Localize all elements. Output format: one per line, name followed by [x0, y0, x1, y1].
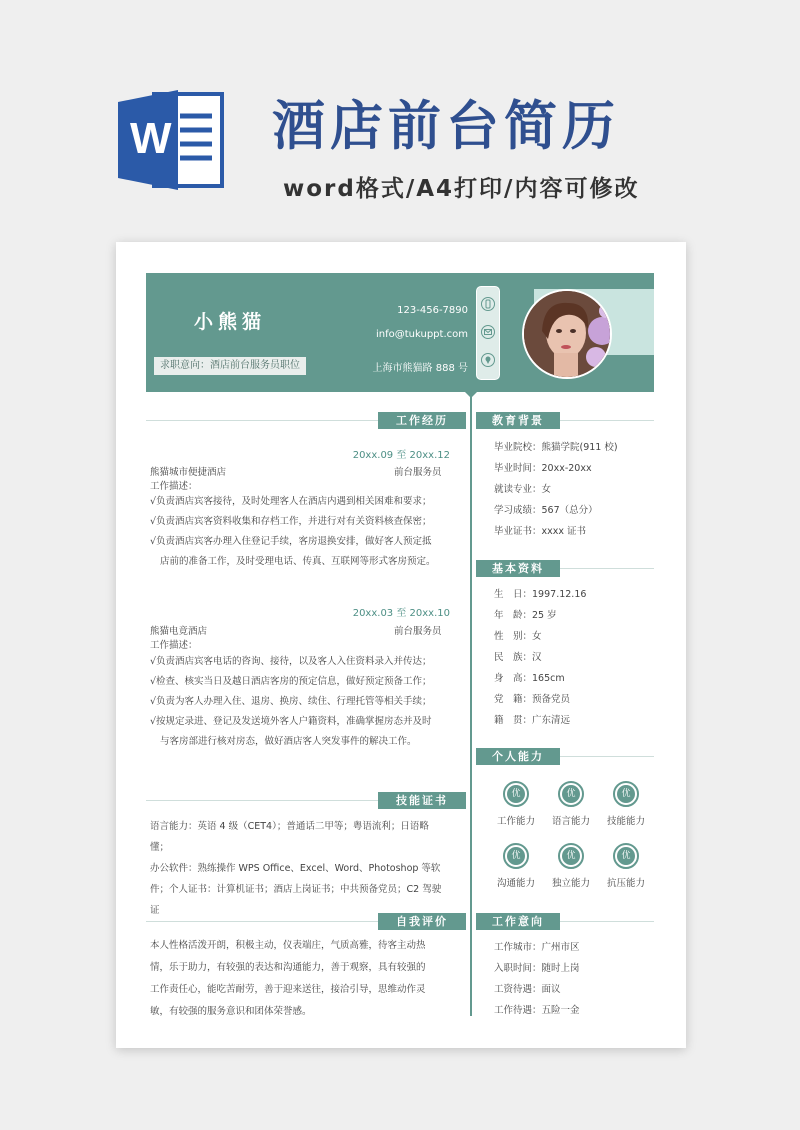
basic-row — [494, 586, 586, 600]
job-2-position: 前台服务员 — [394, 626, 442, 637]
education-row: 毕业院校：熊猫学院(911 校) — [494, 442, 618, 453]
contact-icon-bar — [476, 286, 500, 380]
ability-label: 技能能力 — [606, 816, 645, 827]
evaluation-line: 敏，有较强的服务意识和团体荣誉感。 — [150, 1006, 312, 1017]
mail-icon — [481, 325, 495, 339]
resume-header — [146, 273, 654, 392]
basic-section-title: 基本资料 — [476, 560, 560, 577]
basic-row — [494, 712, 570, 726]
job-1-desc-label: 工作描述： — [150, 481, 198, 492]
job-2-company: 熊猫电竟酒店 — [150, 626, 208, 637]
basic-label: 性 别： — [494, 631, 533, 642]
job-1-description — [150, 492, 446, 572]
ability-label: 独立能力 — [551, 878, 590, 889]
phone-icon — [481, 297, 495, 311]
word-icon — [118, 88, 226, 192]
evaluation-section-title: 自我评价 — [378, 913, 466, 930]
basic-label: 籍 贯： — [494, 715, 533, 726]
job-2-description — [150, 652, 446, 752]
ability-label: 语言能力 — [551, 816, 590, 827]
basic-label: 生 日： — [494, 589, 533, 600]
basic-value: 1997.12.16 — [532, 589, 587, 600]
basic-row — [494, 607, 557, 621]
basic-value: 汉 — [532, 652, 542, 663]
work-section-title: 工作经历 — [378, 412, 466, 429]
intention-row: 工资待遇：面议 — [494, 984, 561, 995]
ability-badge: 优 — [562, 785, 580, 803]
education-row: 学习成绩：567（总分） — [494, 505, 598, 516]
skills-line: 件；个人证书：计算机证书；酒店上岗证书；中共预备党员；C2 驾驶 — [150, 884, 442, 895]
ability-item — [596, 781, 656, 827]
email-address: info@tukuppt.com — [376, 329, 468, 340]
candidate-name: 小熊猫 — [194, 311, 267, 333]
basic-label: 身 高： — [494, 673, 533, 684]
education-section-title: 教育背景 — [476, 412, 560, 429]
education-row: 毕业时间：20xx-20xx — [494, 463, 592, 474]
ability-item — [486, 781, 546, 827]
job-1-line: √负责酒店宾客办理入住登记手续，客房退换安排，做好客人预定抵 — [150, 536, 432, 547]
ability-label: 沟通能力 — [496, 878, 535, 889]
evaluation-line: 情，乐于助力，有较强的表达和沟通能力，善于观察，具有较强的 — [150, 962, 426, 973]
abilities-section-title: 个人能力 — [476, 748, 560, 765]
basic-row — [494, 691, 570, 705]
job-1-line: 店前的准备工作，及时受理电话、传真、互联网等形式客房预定。 — [160, 556, 436, 567]
basic-row — [494, 628, 542, 642]
word-icon-letter: W — [130, 114, 172, 163]
intention-row: 工作城市：广州市区 — [494, 942, 580, 953]
ability-badge: 优 — [507, 785, 525, 803]
basic-value: 女 — [532, 631, 542, 642]
skills-section-title: 技能证书 — [378, 792, 466, 809]
ability-item — [541, 843, 601, 889]
phone-number: 123-456-7890 — [397, 305, 468, 316]
ability-badge: 优 — [562, 847, 580, 865]
intention-row: 工作待遇：五险一金 — [494, 1005, 580, 1016]
basic-value: 165cm — [532, 673, 565, 684]
education-row: 就读专业：女 — [494, 484, 552, 495]
page-subtitle: word格式/A4打印/内容可修改 — [283, 176, 640, 202]
intention-row: 入职时间：随时上岗 — [494, 963, 580, 974]
home-address: 上海市熊猫路 888 号 — [372, 363, 468, 374]
basic-row — [494, 670, 565, 684]
skills-line: 证 — [150, 905, 160, 916]
location-icon — [481, 353, 495, 367]
ability-item — [596, 843, 656, 889]
job-2-desc-label: 工作描述： — [150, 640, 198, 651]
job-objective: 求职意向：酒店前台服务员职位 — [154, 357, 306, 375]
page-title: 酒店前台简历 — [272, 96, 620, 157]
ability-label: 抗压能力 — [606, 878, 645, 889]
skills-line: 语言能力：英语 4 级（CET4）；普通话二甲等；粤语流利；日语略懂； — [150, 821, 429, 853]
job-1-line: √负责酒店宾客接待，及时处理客人在酒店内遇到相关困难和要求； — [150, 496, 432, 507]
ability-badge: 优 — [617, 785, 635, 803]
evaluation-text — [150, 935, 446, 1023]
basic-label: 年 龄： — [494, 610, 533, 621]
intention-section-title: 工作意向 — [476, 913, 560, 930]
ability-item — [541, 781, 601, 827]
skills-line: 办公软件：熟练操作 WPS Office、Excel、Word、Photoshop 等软 — [150, 863, 441, 874]
profile-photo — [522, 289, 612, 379]
ability-badge: 优 — [507, 847, 525, 865]
ability-label: 工作能力 — [496, 816, 535, 827]
skills-text — [150, 816, 446, 921]
basic-row — [494, 649, 542, 663]
ability-item — [486, 843, 546, 889]
job-1-position: 前台服务员 — [394, 467, 442, 478]
job-2-line: √负责为客人办理入住、退房、换房、续住、行理托管等相关手续； — [150, 696, 432, 707]
basic-value: 预备党员 — [532, 694, 571, 705]
resume-sheet — [116, 242, 686, 1048]
divider-arrow — [465, 392, 477, 398]
job-2-line: √检查、核实当日及越日酒店客房的预定信息，做好预定预备工作； — [150, 676, 432, 687]
job-2-date: 20xx.03 至 20xx.10 — [352, 608, 450, 619]
job-2-line: √按规定录进、登记及发送境外客人户籍资料，准确掌握房态并及时 — [150, 716, 432, 727]
basic-value: 广东清远 — [532, 715, 571, 726]
job-1-company: 熊猫城市便捷酒店 — [150, 467, 227, 478]
center-divider — [470, 396, 472, 1016]
job-1-date: 20xx.09 至 20xx.12 — [352, 450, 450, 461]
basic-label: 党 籍： — [494, 694, 533, 705]
evaluation-line: 本人性格活泼开朗，积极主动，仪表端庄，气质高雅，待客主动热 — [150, 940, 426, 951]
job-1-line: √负责酒店宾客资料收集和存档工作，并进行对有关资料核查保密； — [150, 516, 432, 527]
basic-value: 25 岁 — [532, 610, 557, 621]
job-2-line: 与客房部进行核对房态，做好酒店客人突发事件的解决工作。 — [160, 736, 417, 747]
ability-badge: 优 — [617, 847, 635, 865]
job-2-line: √负责酒店宾客电话的咨询、接待，以及客人入住资料录入并传达； — [150, 656, 432, 667]
education-row: 毕业证书：xxxx 证书 — [494, 526, 587, 537]
basic-label: 民 族： — [494, 652, 533, 663]
evaluation-line: 工作责任心，能吃苦耐劳，善于迎来送往，接洽引导，思维动作灵 — [150, 984, 426, 995]
